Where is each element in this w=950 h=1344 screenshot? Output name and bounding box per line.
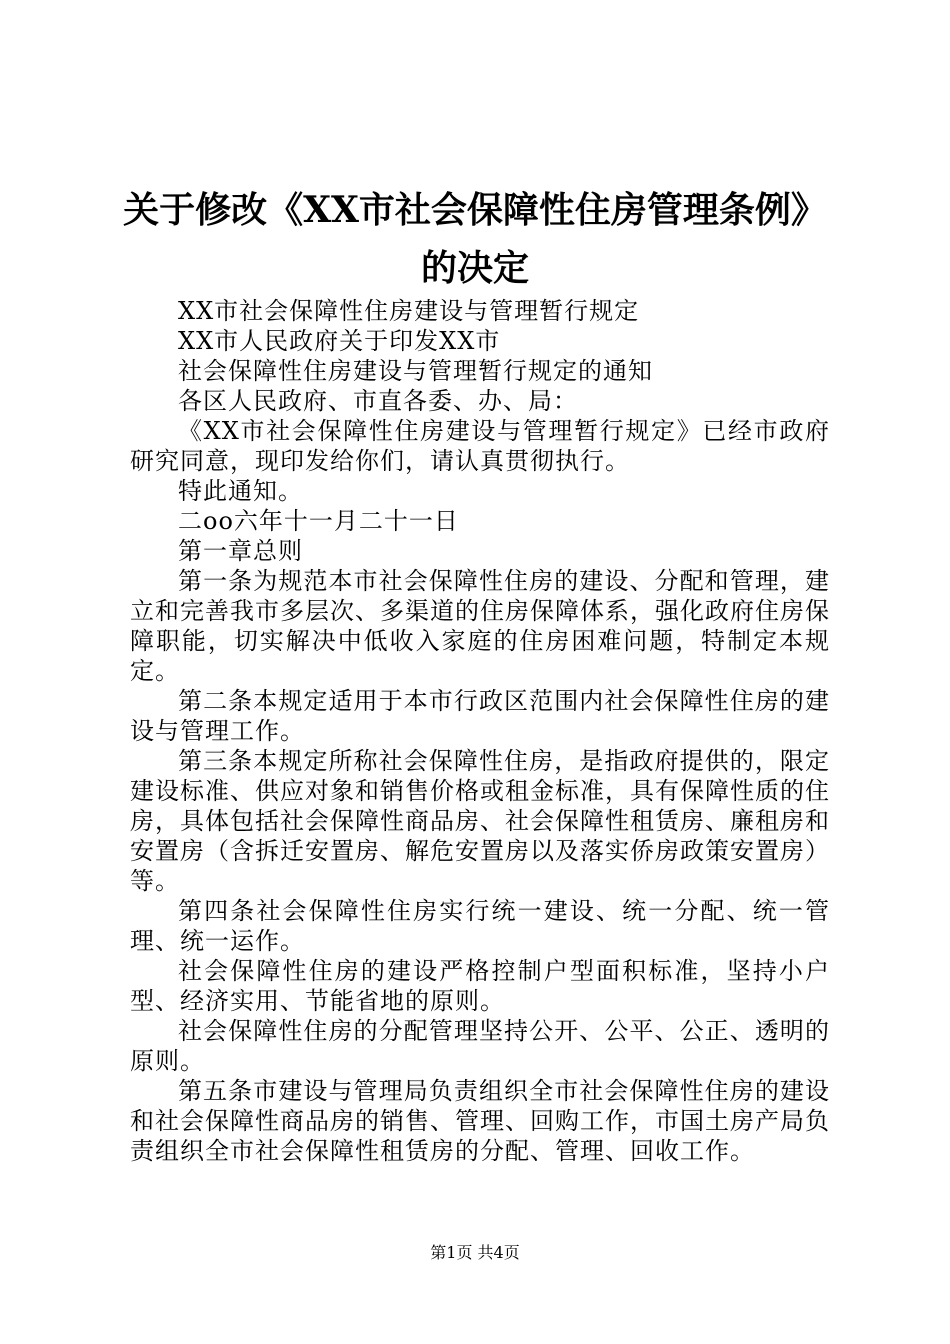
paragraph: 第三条本规定所称社会保障性住房，是指政府提供的，限定建设标准、供应对象和销售价格或租金标准，具有保障性质的住房，具体包括社会保障性商品房、社会保障性租赁房、廉租房和安置房（含拆迁安置房、解危安置房以及落实侨房政策安置房）等。	[130, 747, 830, 895]
paragraph: 第五条市建设与管理局负责组织全市社会保障性住房的建设和社会保障性商品房的销售、管理、回购工作，市国土房产局负责组织全市社会保障性租赁房的分配、管理、回收工作。	[130, 1077, 830, 1165]
paragraph: 特此通知。	[178, 477, 303, 505]
paragraph: 《XX市社会保障性住房建设与管理暂行规定》已经市政府研究同意，现印发给你们，请认真贯彻执行。	[130, 417, 830, 475]
paragraph: 第二条本规定适用于本市行政区范围内社会保障性住房的建设与管理工作。	[130, 687, 830, 745]
chapter-heading: 第一章总则	[178, 537, 303, 565]
document-title-line-1: 关于修改《XX市社会保障性住房管理条例》	[123, 189, 827, 231]
page-footer: 第1页 共4页	[430, 1243, 520, 1262]
paragraph: 第四条社会保障性住房实行统一建设、统一分配、统一管理、统一运作。	[130, 897, 830, 955]
paragraph: 第一条为规范本市社会保障性住房的建设、分配和管理，建立和完善我市多层次、多渠道的住房保障体系，强化政府住房保障职能，切实解决中低收入家庭的住房困难问题，特制定本规定。	[130, 567, 830, 685]
document-title-line-2: 的决定	[420, 247, 529, 289]
paragraph: XX市人民政府关于印发XX市	[178, 327, 501, 355]
paragraph: 社会保障性住房的建设严格控制户型面积标准，坚持小户型、经济实用、节能省地的原则。	[130, 957, 830, 1015]
paragraph: 社会保障性住房建设与管理暂行规定的通知	[178, 357, 653, 385]
document-body	[130, 296, 830, 1166]
paragraph: 各区人民政府、市直各委、办、局：	[178, 387, 578, 415]
paragraph: 二oo六年十一月二十一日	[178, 507, 459, 535]
paragraph: XX市社会保障性住房建设与管理暂行规定	[178, 297, 640, 325]
paragraph: 社会保障性住房的分配管理坚持公开、公平、公正、透明的原则。	[130, 1017, 830, 1075]
